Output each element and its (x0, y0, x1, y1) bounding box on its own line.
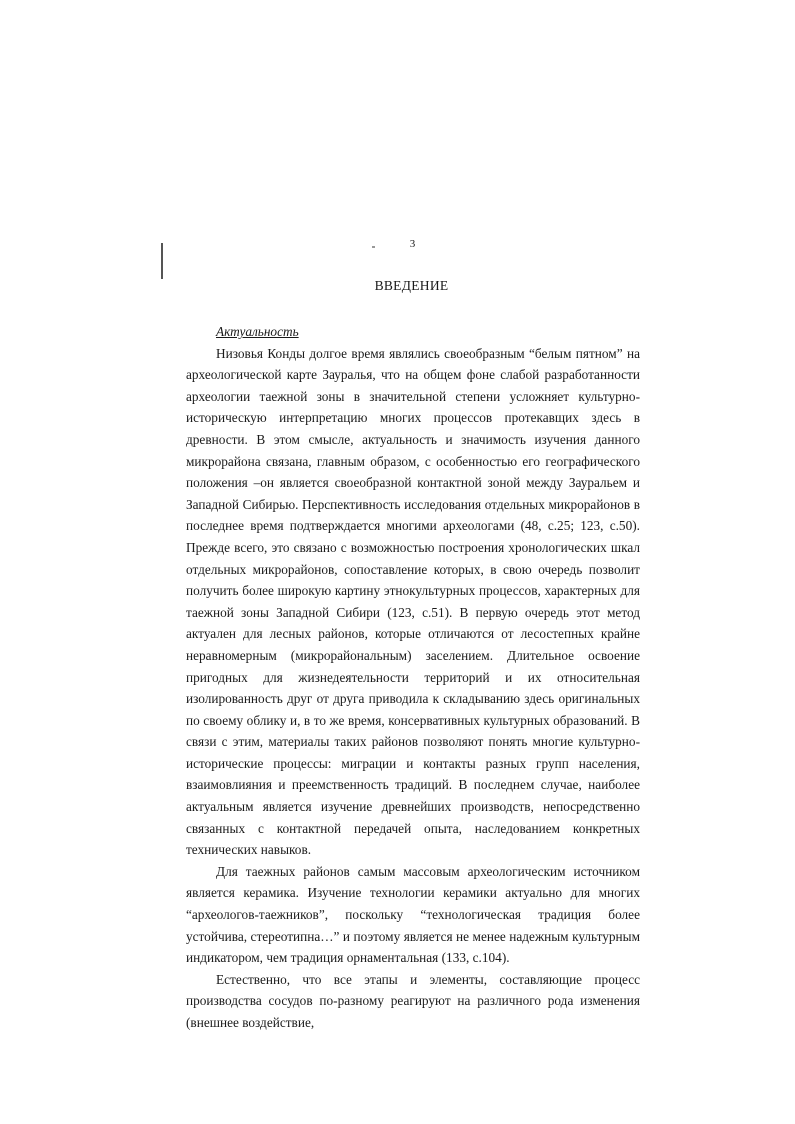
page-title: ВВЕДЕНИЕ (374, 278, 449, 293)
section-heading: Актуальность (216, 324, 299, 339)
paragraph-3: Естественно, что все этапы и элементы, составляющие процесс производства сосудов по-разному реагируют на различного рода изменения (внешнее воздействие, (186, 971, 640, 1030)
document-body (186, 321, 640, 1034)
paragraph-1: Низовья Конды долгое время являлись своеобразным “белым пятном” на археологической карте Зауралья, что на общем фоне слабой разработанности археологии таежной зоны в значительной степени усложняет культурно-историческую интерпретацию многих процессов протекавщих здесь в древности. В этом смысле, актуальность и значимость изучения данного микрорайона связана, главным образом, с особенностью его географического положения –он является своеобразной контактной зоной между Зауральем и Западной Сибирью. Перспективность исследования отдельных микрорайонов в последнее время подтверждается многими археологами (48, с.25; 123, с.50). Прежде всего, это связано с возможностью построения хронологических шкал отдельных микрорайонов, сопоставление которых, в свою очередь позволит получить более широкую картину этнокультурных процессов, характерных для таежной зоны Западной Сибири (123, с.51). В первую очередь этот метод актуален для лесных районов, которые отличаются от лесостепных крайне неравномерным (микрорайональным) заселением. Длительное освоение пригодных для жизнедеятельности территорий и их относительная изолированность друг от друга приводила к складыванию здесь оригинальных по своему облику и, в то же время, консервативных культурных образований. В связи с этим, материалы таких районов позволяют понять многие культурно-исторические процессы: миграции и контакты разных групп населения, взаимовлияния и преемственность традиций. В последнем случае, наиболее актуальным является изучение древнейших производств, непосредственно связанных с контактной передачей опыта, наследованием конкретных технических навыков. (186, 345, 640, 858)
page-number: 3 (409, 238, 416, 250)
paragraph-2: Для таежных районов самым массовым археологическим источником является керамика. Изучение технологии керамики актуально для многих “археологов-таежников”, поскольку “технологическая традиция более устойчива, стереотипна…” и поэтому является не менее надежным культурным индикатором, чем традиция орнаментальная (133, с.104). (186, 863, 640, 966)
